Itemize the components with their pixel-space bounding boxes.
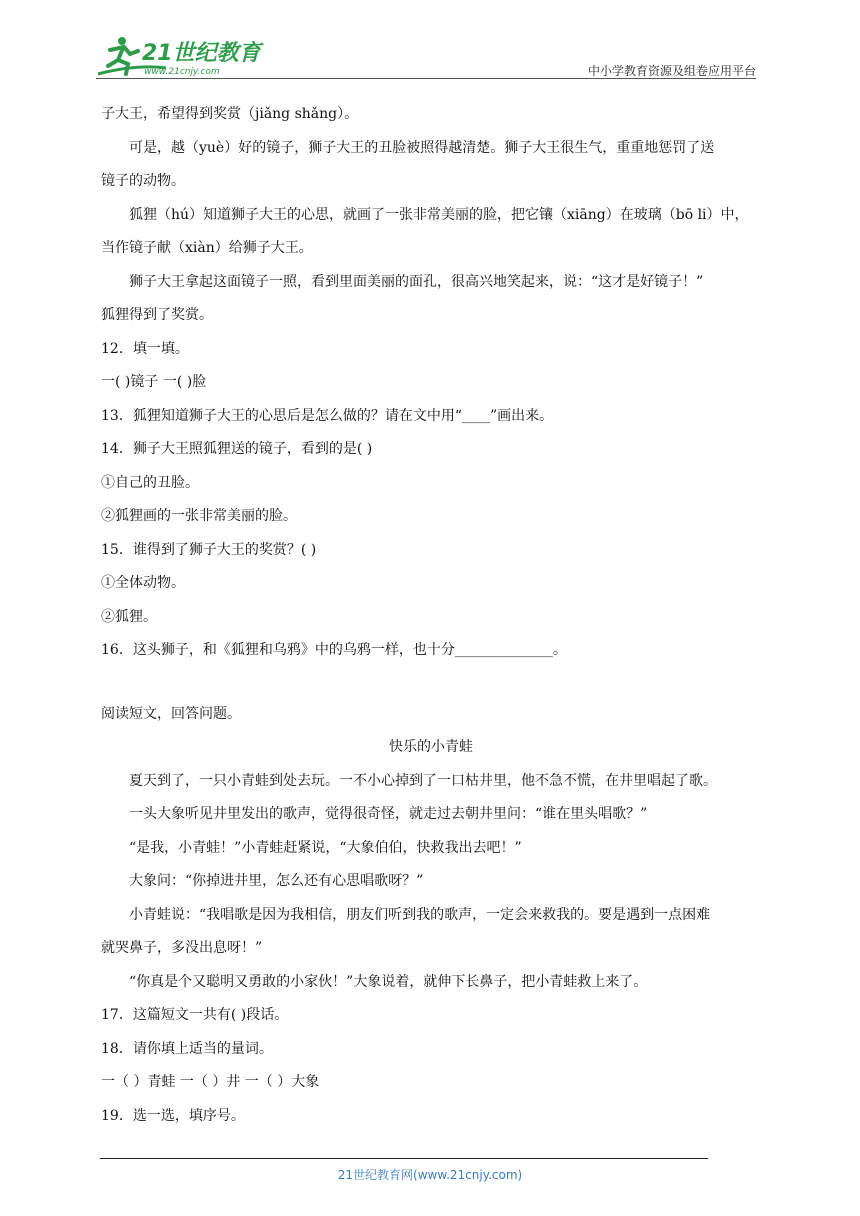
text-line: 大象问：“你掉进井里，怎么还有心思唱歌呀？” — [129, 873, 424, 889]
text-line: 当作镜子献（xiàn）给狮子大王。 — [101, 240, 313, 256]
text-line: “是我，小青蛙！”小青蛙赶紧说，“大象伯伯，快救我出去吧！” — [129, 839, 522, 856]
footer-source: 21世纪教育网(www.21cnjy.com) — [337, 1168, 523, 1182]
passage-title: 快乐的小青蛙 — [389, 739, 473, 755]
svg-text:www.21cnjy.com: www.21cnjy.com — [144, 67, 220, 77]
svg-text:21世纪教育: 21世纪教育 — [142, 41, 261, 66]
text-line: ①全体动物。 — [101, 575, 185, 591]
text-line: 狐狸（hú）知道狮子大王的心思，就画了一张非常美丽的脸，把它镶（xiāng）在玻璃（bō li）中， — [129, 206, 749, 223]
section-gap — [101, 668, 761, 698]
text-line: 阅读短文，回答问题。 — [101, 705, 241, 722]
text-line: 一（ ）青蛙 一（ ）井 一（ ）大象 — [101, 1074, 320, 1090]
text-line: 15．谁得到了狮子大王的奖赏？( ) — [101, 541, 317, 558]
page-header — [96, 34, 756, 80]
text-line: 狮子大王拿起这面镜子一照，看到里面美丽的面孔，很高兴地笑起来，说：“这才是好镜子！” — [129, 273, 704, 290]
text-line: 14．狮子大王照狐狸送的镜子，看到的是( ) — [101, 441, 373, 457]
platform-name: 中小学教育资源及组卷应用平台 — [587, 64, 756, 78]
footer-divider — [100, 1158, 708, 1159]
text-line: ②狐狸。 — [101, 608, 157, 625]
text-line: 18．请你填上适当的量词。 — [101, 1040, 273, 1057]
text-line: 就哭鼻子，多没出息呀！” — [101, 940, 263, 956]
text-line: 16．这头狮子，和《狐狸和乌鸦》中的乌鸦一样，也十分______________。 — [101, 642, 567, 658]
text-line: 一( )镜子 一( )脸 — [101, 374, 207, 390]
logo-21cnjy — [96, 34, 266, 78]
text-line: 夏天到了，一只小青蛙到处去玩。一不小心掉到了一口枯井里，他不急不慌，在井里唱起了歌。 — [129, 772, 717, 789]
text-line: 17．这篇短文一共有( )段话。 — [101, 1007, 289, 1023]
text-line: 可是，越（yuè）好的镜子，狮子大王的丑脸被照得越清楚。狮子大王很生气，重重地惩罚了送 — [129, 139, 715, 156]
text-line: 12．填一填。 — [101, 340, 189, 357]
text-line: 13．狐狸知道狮子大王的心思后是怎么做的？请在文中用“____”画出来。 — [101, 407, 554, 424]
text-line: ①自己的丑脸。 — [101, 474, 199, 491]
text-line: “你真是个又聪明又勇敢的小家伙！”大象说着，就伸下长鼻子，把小青蛙救上来了。 — [129, 973, 648, 990]
document-body — [101, 98, 761, 1133]
text-line: ②狐狸画的一张非常美丽的脸。 — [101, 508, 297, 524]
text-line: 一头大象听见井里发出的歌声，觉得很奇怪，就走过去朝井里问：“谁在里头唱歌？” — [129, 806, 648, 822]
text-line: 小青蛙说：“我唱歌是因为我相信，朋友们听到我的歌声，一定会来救我的。要是遇到一点困难 — [129, 906, 711, 923]
text-line: 19．选一选，填序号。 — [101, 1107, 245, 1124]
text-line: 镜子的动物。 — [101, 173, 185, 189]
text-line: 子大王，希望得到奖赏（jiǎng shǎng）。 — [101, 106, 359, 122]
header-divider — [96, 78, 756, 79]
text-line: 狐狸得到了奖赏。 — [101, 307, 213, 323]
